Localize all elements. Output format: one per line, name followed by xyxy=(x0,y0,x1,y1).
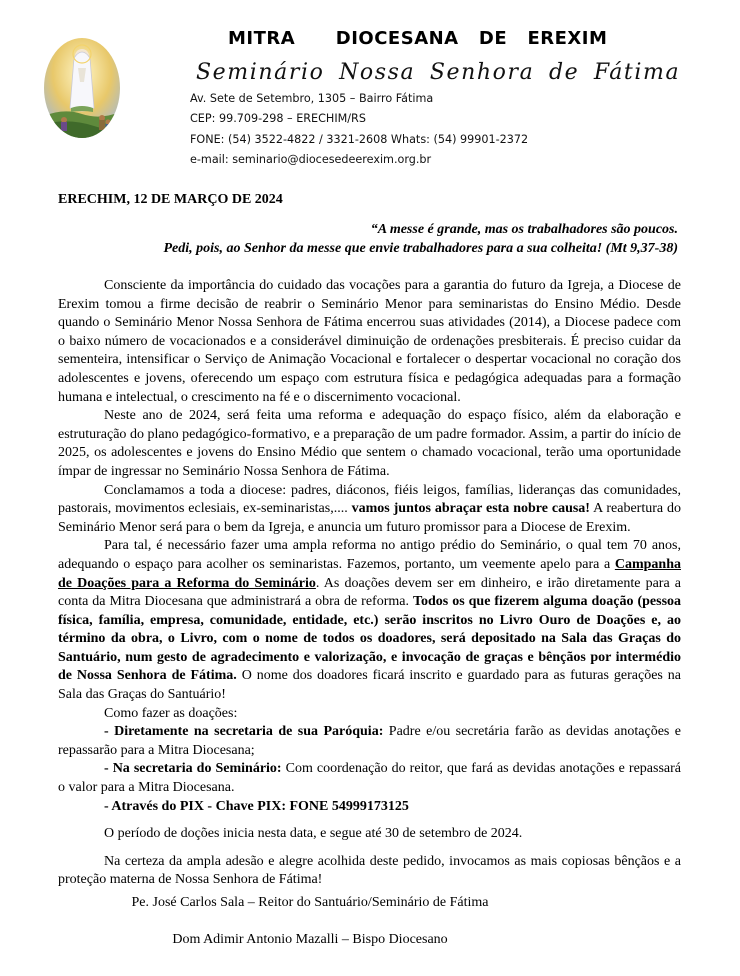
letter-body xyxy=(58,277,681,890)
header-address: Av. Sete de Setembro, 1305 – Bairro Fátima xyxy=(190,92,434,105)
quote-line-2: Pedi, pois, ao Senhor da messe que envie trabalhadores para a sua colheita! (Mt 9,37-38) xyxy=(163,241,678,256)
campaign-golden-book: Todos os que fizerem alguma doação (pessoa física, família, empresa, comunidade, entidade, etc.) serão inscritos no Livro Ouro de Doações e, ao término da obra, o Livro, com o nome de todos os doadores, será depositado na Sala das Graças do Santuário, num gesto de agradecimento e valorização, e invocação de graças e bênçãos por intermédio de Nossa Senhora de Fátima. xyxy=(58,594,682,684)
donation-option-parish xyxy=(58,723,681,760)
signature-bishop: Dom Adimir Antonio Mazalli – Bispo Diocesano xyxy=(172,932,448,947)
donation-heading: Como fazer as doações: xyxy=(104,705,238,721)
header-cep: CEP: 99.709-298 – ERECHIM/RS xyxy=(190,112,366,125)
paragraph-intro: Consciente da importância do cuidado das vocações para a garantia do futuro da Igreja, a Diocese de Erexim tomou a firme decisão de reabrir o Seminário Menor para seminaristas do Ensino Médio. Desde quando o Seminário Menor Nossa Senhora de Fátima encerrou suas atividades (2014), a Diocese padece com o baixo número de vocacionados e a considerável diminuição de ordenações presbiterais. É preciso cuidar da sementeira, intensificar o Serviço de Animação Vocacional e fortalecer o despertar vocacional no coração dos adolescentes e jovens, oferecendo um espaço com estrutura física e pedagógica adequadas para a formação humana e intelectual, o crescimento na fé e o discernimento vocacional. xyxy=(58,278,681,405)
donation-option-pix: - Através do PIX - Chave PIX: FONE 54999173125 xyxy=(104,798,409,814)
signature-rector: Pe. José Carlos Sala – Reitor do Santuário/Seminário de Fátima xyxy=(131,895,489,910)
header-subtitle: Seminário Nossa Senhora de Fátima xyxy=(196,60,681,85)
call-emphasis: vamos juntos abraçar esta nobre causa! xyxy=(351,501,590,517)
paragraph-campaign xyxy=(58,537,681,704)
donation-option-seminary xyxy=(58,760,681,797)
header-email: e-mail: seminario@diocesedeerexim.org.br xyxy=(190,153,432,166)
campaign-text-end: O nome dos doadores ficará inscrito e guardado para as futuras gerações na Sala das Graças do Santuário! xyxy=(58,668,681,703)
our-lady-of-fatima-logo xyxy=(44,38,120,138)
seminary-text: Com coordenação do reitor, que fará as devidas anotações e repassará o valor para a Mitra Diocesana. xyxy=(58,761,681,796)
campaign-name: Campanha de Doações para a Reforma do Seminário xyxy=(58,556,681,591)
paragraph-period: O período de doções inicia nesta data, e segue até 30 de setembro de 2024. xyxy=(104,826,523,842)
seminary-label: - Na secretaria do Seminário: xyxy=(104,761,282,777)
paragraph-closing: Na certeza da ampla adesão e alegre acolhida deste pedido, invocamos as mais copiosas bênçãos e a proteção materna de Nossa Senhora de Fátima! xyxy=(58,853,681,888)
header-title: MITRA DIOCESANA DE EREXIM xyxy=(228,28,608,49)
campaign-text-2: . As doações devem ser em dinheiro, e irão diretamente para a conta da Mitra Diocesana que administrará a obra de reforma. xyxy=(58,575,682,610)
call-text: Conclamamos a toda a diocese: padres, diáconos, fiéis leigos, famílias, lideranças das comunidades, pastorais, movimentos eclesiais, ex-seminaristas,.... xyxy=(58,482,681,517)
paragraph-plan: Neste ano de 2024, será feita uma reforma e adequação do espaço físico, além da elaboração e estruturação do plano pedagógico-formativo, e a preparação de um padre formador. Assim, a partir do início de 2025, os adolescentes e jovens do Ensino Médio que sentem o chamado vocacional, terão uma oportunidade ímpar de ingressar no Seminário Nossa Senhora de Fátima. xyxy=(58,408,681,479)
call-text-end: A reabertura do Seminário Menor será para o bem da Igreja, e anuncia um futuro promissor para a Diocese de Erexim. xyxy=(58,501,682,535)
quote-line-1: “A messe é grande, mas os trabalhadores são poucos. xyxy=(370,222,678,237)
header-phone: FONE: (54) 3522-4822 / 3321-2608 Whats: (54) 99901-2372 xyxy=(190,133,529,146)
parish-text: Padre e/ou secretária farão as devidas anotações e repassarão para a Mitra Diocesana; xyxy=(58,724,682,758)
paragraph-call xyxy=(58,482,681,538)
parish-label: - Diretamente na secretaria de sua Paróquia: xyxy=(104,724,384,740)
letter-date: ERECHIM, 12 DE MARÇO DE 2024 xyxy=(58,192,283,207)
campaign-text: Para tal, é necessário fazer uma ampla reforma no antigo prédio do Seminário, o qual tem 70 anos, adequando o espaço para acolher os seminaristas. Fazemos, portanto, um veemente apelo para a xyxy=(58,538,681,572)
